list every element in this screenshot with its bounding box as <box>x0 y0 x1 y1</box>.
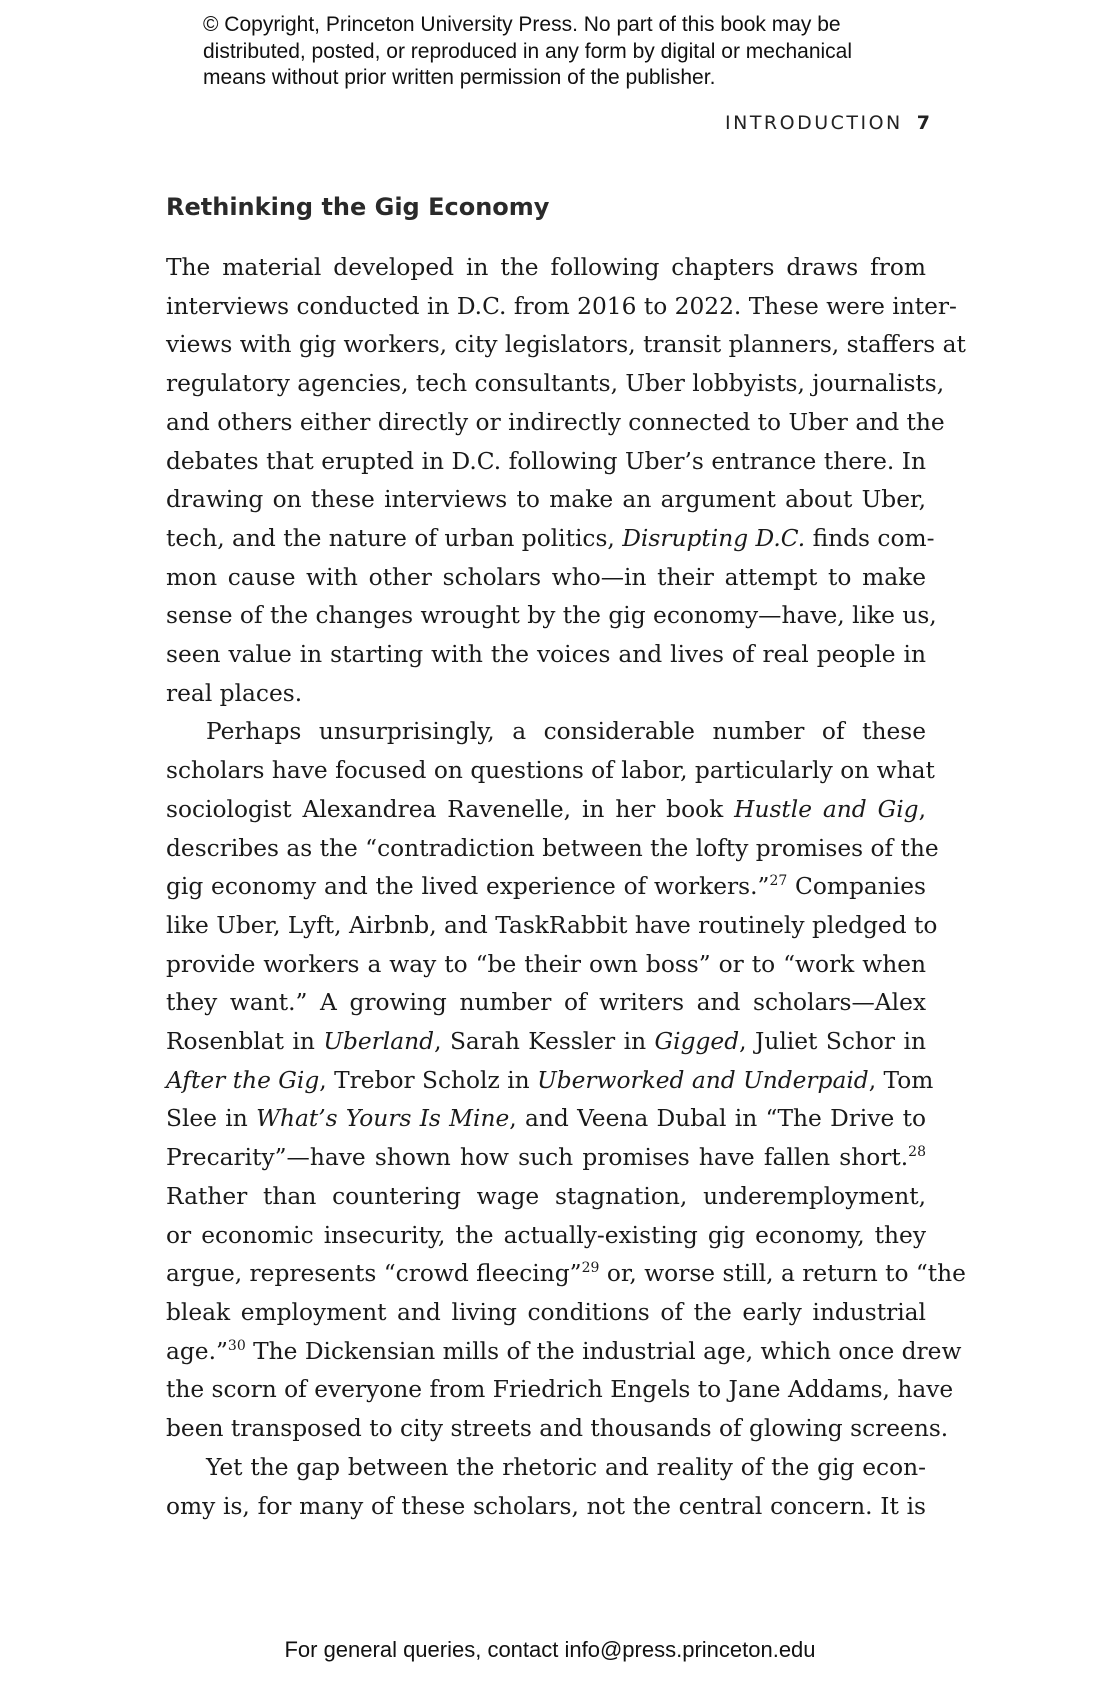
text-run: age.” <box>166 1337 228 1365</box>
text-line <box>166 1255 966 1294</box>
paragraph <box>166 713 966 1448</box>
text-line <box>166 1100 926 1139</box>
text-line: like Uber, Lyft, Airbnb, and TaskRabbit have routinely pledged to <box>166 911 938 939</box>
text-line: mon cause with other scholars who—in their attempt to make <box>166 563 926 591</box>
italic-title: Uberland <box>323 1028 435 1056</box>
text-line: provide workers a way to “be their own boss” or to “work when <box>166 950 926 978</box>
text-run: tech, and the nature of urban politics, <box>166 524 623 552</box>
text-line: real places. <box>166 679 303 707</box>
page-number: 7 <box>916 112 930 134</box>
copyright-line-3: means without prior written permission of the publisher. <box>203 66 716 89</box>
copyright-line-2: distributed, posted, or reproduced in any form by digital or mechanical <box>203 39 853 63</box>
text-run: sociologist Alexandrea Ravenelle, in her book <box>166 795 735 823</box>
text-run: finds com- <box>805 524 935 552</box>
text-run: Slee in <box>166 1105 257 1133</box>
footnote-ref: 27 <box>769 873 788 890</box>
text-run: argue, represents “crowd fleecing” <box>166 1260 582 1288</box>
text-line <box>166 868 926 907</box>
text-line: they want.” A growing number of writers and scholars—Alex <box>166 989 926 1017</box>
footer-contact: For general queries, contact info@press.princeton.edu <box>284 1637 816 1662</box>
paragraph <box>166 1449 926 1526</box>
text-line: or economic insecurity, the actually-existing gig economy, they <box>166 1221 926 1249</box>
text-line: seen value in starting with the voices and lives of real people in <box>166 641 926 669</box>
italic-title: After the Gig <box>166 1066 320 1094</box>
text-run: , Juliet Schor in <box>739 1028 926 1056</box>
text-line: the scorn of everyone from Friedrich Engels to Jane Addams, have <box>166 1376 954 1404</box>
text-run: , and Veena Dubal in “The Drive to <box>509 1105 927 1133</box>
text-line: drawing on these interviews to make an argument about Uber, <box>166 486 926 514</box>
text-run: , Sarah Kessler in <box>434 1028 655 1056</box>
running-head-title: INTRODUCTION <box>725 112 903 134</box>
text-line <box>166 1023 926 1062</box>
section-heading: Rethinking the Gig Economy <box>166 193 550 221</box>
text-line: debates that erupted in D.C. following Uber’s entrance there. In <box>166 447 926 475</box>
copyright-notice <box>203 12 923 92</box>
text-run: Precarity”—have shown how such promises have fallen short. <box>166 1144 909 1172</box>
italic-title: Gigged <box>654 1028 740 1056</box>
text-line <box>166 1062 934 1101</box>
text-line: interviews conducted in D.C. from 2016 to 2022. These were inter- <box>166 292 957 320</box>
text-line <box>166 791 926 830</box>
copyright-line-1: © Copyright, Princeton University Press. No part of this book may be <box>203 13 841 36</box>
footnote-ref: 30 <box>227 1337 246 1354</box>
text-run: Companies <box>787 873 926 901</box>
text-line: bleak employment and living conditions of the early industrial <box>166 1298 926 1326</box>
paragraph <box>166 249 966 713</box>
footnote-ref: 28 <box>908 1144 926 1161</box>
text-line: regulatory agencies, tech consultants, Uber lobbyists, journalists, <box>166 370 945 398</box>
text-line <box>166 1333 962 1372</box>
text-line: Yet the gap between the rhetoric and reality of the gig econ- <box>206 1453 926 1481</box>
text-line: been transposed to city streets and thousands of glowing screens. <box>166 1415 949 1443</box>
italic-title: What’s Yours Is Mine <box>256 1105 510 1133</box>
text-run: The Dickensian mills of the industrial age, which once drew <box>245 1337 962 1365</box>
italic-title: Uberworked and Underpaid <box>537 1066 869 1094</box>
text-line <box>166 520 935 559</box>
running-head <box>700 112 930 134</box>
text-line: and others either directly or indirectly connected to Uber and the <box>166 408 945 436</box>
text-line: omy is, for many of these scholars, not the central concern. It is <box>166 1492 926 1520</box>
italic-title: Disrupting D.C. <box>622 524 806 552</box>
text-line: scholars have focused on questions of labor, particularly on what <box>166 757 935 785</box>
text-run: , Trebor Scholz in <box>319 1066 538 1094</box>
text-line: views with gig workers, city legislators, transit planners, staffers at <box>166 331 966 359</box>
text-line: sense of the changes wrought by the gig economy—have, like us, <box>166 602 937 630</box>
italic-title: Hustle and Gig <box>734 795 919 823</box>
text-line: describes as the “contradiction between the lofty promises of the <box>166 834 939 862</box>
text-line: The material developed in the following chapters draws from <box>166 254 926 281</box>
text-line <box>166 1139 926 1178</box>
text-run: , <box>918 795 926 823</box>
text-line: Rather than countering wage stagnation, underemployment, <box>166 1182 926 1210</box>
text-line: Perhaps unsurprisingly, a considerable number of these <box>206 718 926 746</box>
text-run: , Tom <box>868 1066 934 1094</box>
text-run: or, worse still, a return to “the <box>599 1260 966 1288</box>
footnote-ref: 29 <box>581 1260 600 1277</box>
text-run: gig economy and the lived experience of workers.” <box>166 873 770 901</box>
text-run: Rosenblat in <box>166 1028 324 1056</box>
body-text <box>166 249 966 1526</box>
